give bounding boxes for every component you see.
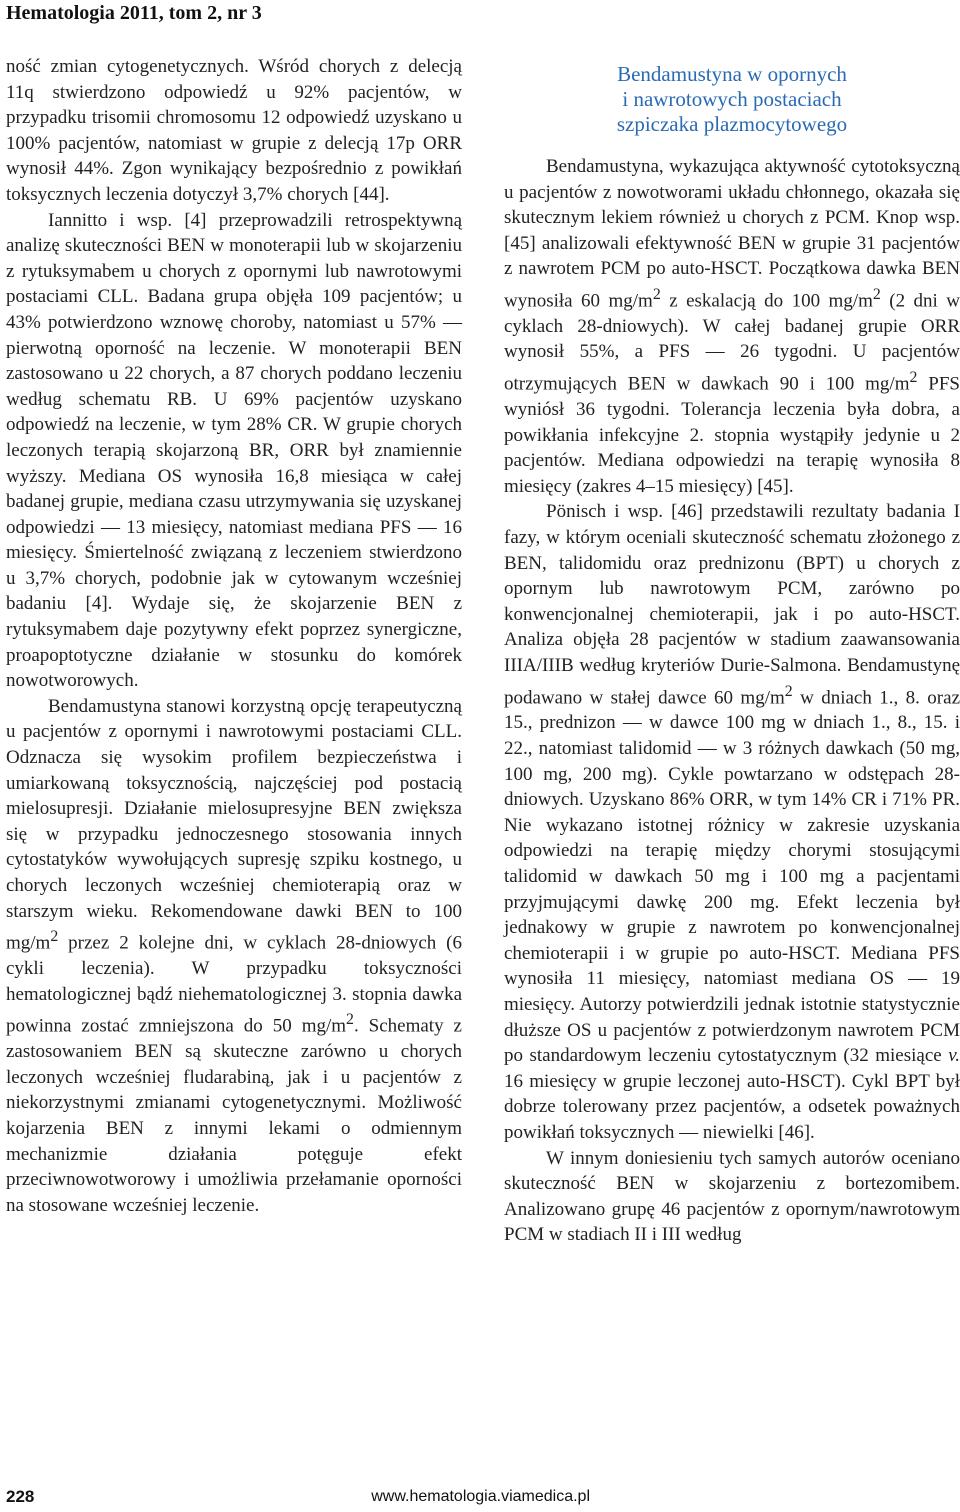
text-run: z eskalacją do 100 mg/m (660, 290, 873, 312)
text-run: Bendamustyna stanowi korzystną opcję terapeutyczną u pacjentów z opornymi i nawrotowymi postaciami CLL. Odznacza się wysokim profilem bezpieczeństwa i umiarkowaną toksycznością, najczęściej pod postacią mielosupresji. Działanie mielosupresyjne BEN zwiększa się w przypadku jednoczesnego stosowania innych cytostatyków wywołujących supresję szpiku kostnego, u chorych leczonych wcześniej chemioterapią oraz w starszym wieku. Rekomendowane dawki BEN to 100 mg/m (6, 695, 462, 954)
text-run: Bendamustyna, wykazująca aktywność cytotoksyczną u pacjentów z nowotworami układu chłonnego, okazała się skutecznym lekiem również u chorych z PCM. Knop wsp. [45] analizowali efektywność BEN w grupie 31 pacjentów z nawrotem PCM po auto-HSCT. Początkowa dawka BEN wynosiła 60 mg/m (504, 156, 960, 312)
text-run: w dniach 1., 8. oraz 15., prednizon — w dawce 100 mg w dniach 1., 8., 15. i 22., natomiast talidomid — w 3 różnych dawkach (50 mg, 100 mg, 200 mg). Cykle powtarzano w odstępach 28-dniowych. Uzyskano 86% ORR, w tym 14% CR i 71% PR. Nie wykazano istotnej różnicy w zakresie uzyskania odpowiedzi na terapię między chorymi stosującymi talidomid w dawkach 50 mg i 100 mg a pacjentami przyjmującymi dawkę 200 mg. Efekt leczenia był jednakowy w grupie z nawrotem po konwencjonalnej chemioterapii i w grupie po auto-HSCT. Mediana PFS wynosiła 11 miesięcy, natomiast mediana OS — 19 miesięcy. Autorzy potwierdzili jednak istotnie statystycznie dłuższe OS u pacjentów z potwierdzonym nawrotem PCM po standardowym leczeniu cytostatycznym (32 miesiące (504, 686, 960, 1067)
text-run: (2 dni w cyklach 28-dniowych). W całej badanej grupie ORR wynosił 55%, a PFS — 26 tygodni. U pacjentów otrzymujących BEN w dawkach 90 i 100 mg/m (504, 290, 960, 395)
text-run: . Schematy z zastosowaniem BEN są skuteczne zarówno u chorych leczonych wcześniej fludarabiną, jak i u pacjentów z niekorzystnymi zmianami cytogenetycznymi. Możliwość kojarzenia BEN z innymi lekami o odmiennym mechanizmie działania potęguje efekt przeciwnowotworowy i umożliwia przełamanie oporności na stosowane wcześniej leczenie. (6, 1015, 462, 1216)
website-link[interactable]: www.hematologia.viamedica.pl (371, 1488, 590, 1505)
superscript: 2 (909, 369, 918, 387)
section-title-line: Bendamustyna w opornych (617, 62, 847, 86)
superscript: 2 (872, 285, 881, 303)
right-paragraph-2 (504, 499, 960, 1145)
right-paragraph-3: W innym doniesieniu tych samych autorów oceniano skuteczność BEN w skojarzeniu z bortezomibem. Analizowano grupę 46 pacjentów z opornym/nawrotowym PCM w stadiach II i III według (504, 1147, 960, 1246)
left-paragraph-1: ność zmian cytogenetycznych. Wśród chorych z delecją 11q stwierdzono odpowiedź u 92% pacjentów, w przypadku trisomii chromosomu 12 odpowiedź uzyskano u 100% pacjentów, natomiast w grupie z delecją 17p ORR wynosił 44%. Zgon wynikający bezpośrednio z powikłań toksycznych leczenia dotyczył 3,7% chorych [44]. (6, 56, 462, 205)
section-title (504, 62, 960, 137)
superscript: 2 (652, 285, 661, 303)
section-title-line: i nawrotowych postaciach (622, 87, 842, 111)
section-title-line: szpiczaka plazmocytowego (616, 112, 848, 136)
left-paragraph-3 (6, 694, 462, 1219)
page-number: 228 (6, 1487, 35, 1506)
left-column (6, 54, 462, 1218)
text-run: przez 2 kolejne dni, w cyklach 28-dniowych (6 cykli leczenia). W przypadku toksyczności hematologicznej bądź niehematologicznej 3. stopnia dawka powinna zostać zmniejszona do 50 mg/m (6, 932, 462, 1037)
journal-header: Hematologia 2011, tom 2, nr 3 (6, 2, 262, 24)
text-run: 16 miesięcy w grupie leczonej auto-HSCT). Cykl BPT był dobrze tolerowany przez pacjentów, a odsetek poważnych powikłań toksycznych — niewielki [46]. (504, 1070, 960, 1143)
text-run: PFS wyniósł 36 tygodni. Tolerancja leczenia była dobra, a powikłania infekcyjne 2. stopnia wystąpiły jedynie u 2 pacjentów. Mediana odpowiedzi na terapię wynosiła 8 miesięcy (zakres 4–15 miesięcy) [45]. (504, 373, 960, 497)
superscript: 2 (50, 928, 59, 946)
superscript: 2 (346, 1011, 354, 1029)
italic-text: v. (948, 1045, 960, 1067)
left-paragraph-2: Iannitto i wsp. [4] przeprowadzili retrospektywną analizę skuteczności BEN w monoterapii lub w skojarzeniu z rytuksymabem u chorych z opornymi lub nawrotowymi postaciami CLL. Badana grupa objęła 109 pacjentów; u 43% potwierdzono wznowę choroby, natomiast u 57% — pierwotną oporność na leczenie. W monoterapii BEN zastosowano u 22 chorych, a 87 chorych poddano leczeniu według schematu RB. U 69% pacjentów uzyskano odpowiedź na leczenie, w tym 28% CR. W grupie chorych leczonych terapią skojarzoną BR, ORR był znamiennie wyższy. Mediana OS wynosiła 16,8 miesiąca w całej badanej grupie, mediana czasu utrzymywania się uzyskanej odpowiedzi — 13 miesięcy, natomiast mediana PFS — 16 miesięcy. Śmiertelność związaną z leczeniem stwierdzono u 3,7% chorych, podobnie jak w cytowanym wcześniej badaniu [4]. Wydaje się, że skojarzenie BEN z rytuksymabem daje pozytywny efekt poprzez synergiczne, proapoptotyczne działanie w stosunku do komórek nowotworowych. (6, 209, 462, 692)
text-run: Pönisch i wsp. [46] przedstawili rezultaty badania I fazy, w którym oceniali skuteczność schematu złożonego z BEN, talidomidu oraz prednizonu (BPT) u chorych z opornym lub nawrotowym PCM, zarówno po konwencjonalnej chemioterapii, jak i po auto-HSCT. Analiza objęła 28 pacjentów w stadium zaawansowania IIIA/IIIB według kryteriów Durie-Salmona. Bendamustynę podawano w stałej dawce 60 mg/m (504, 501, 960, 708)
superscript: 2 (784, 682, 793, 700)
right-column (504, 62, 960, 1248)
right-paragraph-1 (504, 154, 960, 499)
